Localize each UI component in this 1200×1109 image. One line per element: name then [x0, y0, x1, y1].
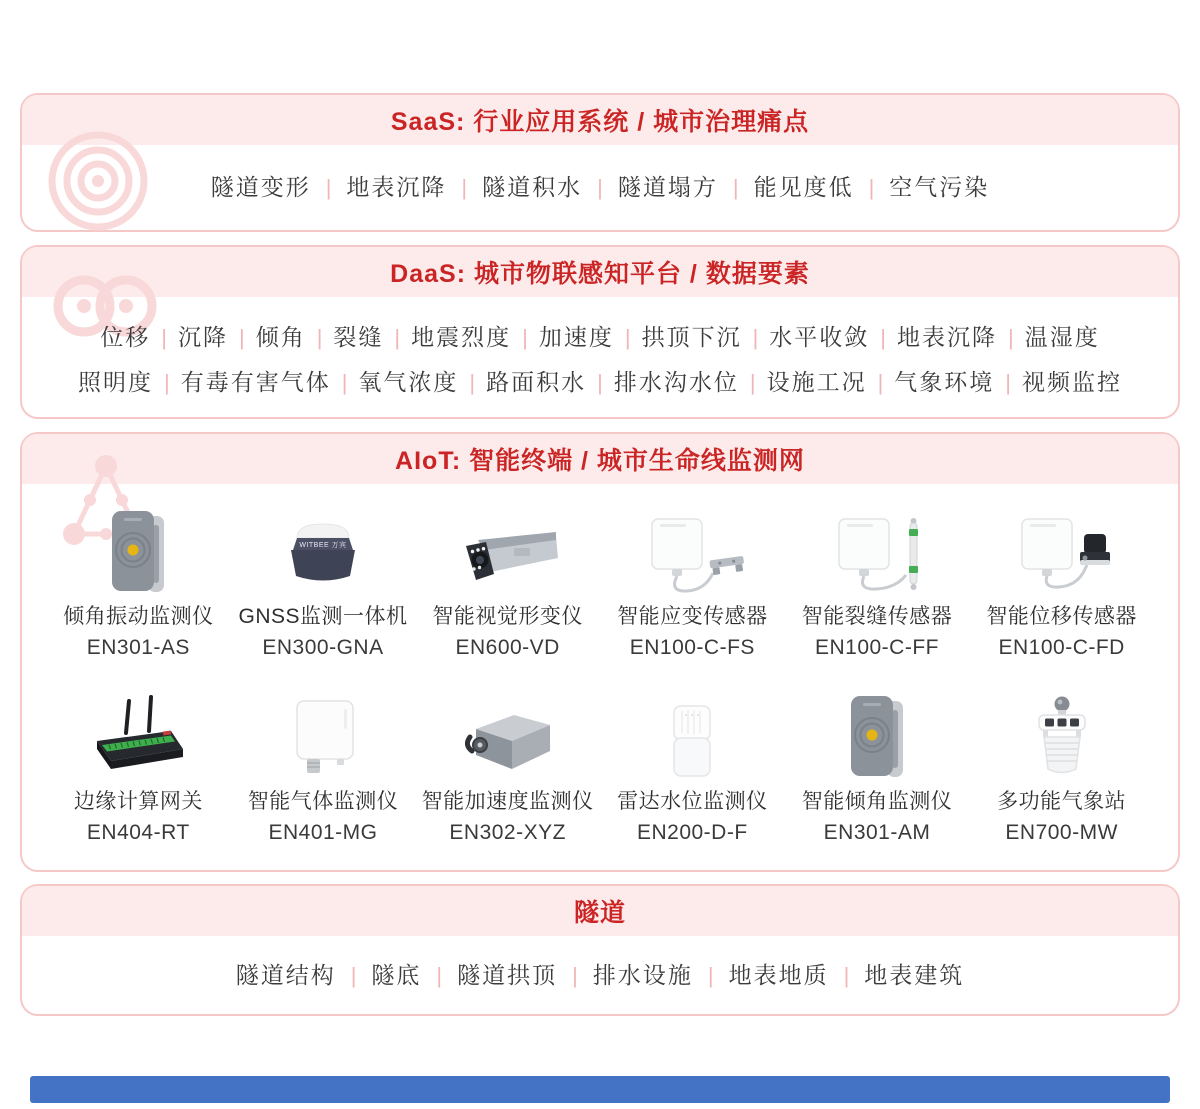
- product-model: EN300-GNA: [262, 636, 384, 659]
- item-divider: |: [732, 175, 739, 200]
- product-card: [600, 506, 785, 661]
- product-name: 智能位移传感器: [986, 605, 1137, 628]
- list-item: 地表沉降: [346, 174, 447, 200]
- list-item: 隧道拱顶: [457, 961, 558, 988]
- strain-sensor-image: [636, 506, 748, 598]
- item-divider: |: [1005, 370, 1012, 395]
- product-name: 智能加速度监测仪: [421, 790, 594, 813]
- gnss-station-image: [275, 506, 371, 598]
- gas-monitor-image: [281, 697, 365, 783]
- item-divider: |: [707, 962, 714, 988]
- product-name: 倾角振动监测仪: [63, 605, 214, 628]
- displacement-sensor-image: [1008, 506, 1116, 598]
- item-divider: |: [522, 325, 528, 350]
- strain-sensor-image: [636, 516, 748, 598]
- list-item: 空气污染: [889, 174, 990, 200]
- aiot-title: AIoT: 智能终端 / 城市生命线监测网: [395, 447, 805, 475]
- tunnel-body: [22, 936, 1178, 1014]
- item-divider: |: [461, 175, 468, 200]
- radar-level-image: [660, 703, 724, 783]
- gnss-station-image: [275, 514, 371, 598]
- vision-camera-image: [452, 518, 564, 598]
- list-item: 拱顶下沉: [641, 324, 742, 350]
- product-model: EN200-D-F: [636, 821, 748, 844]
- product-card: [415, 691, 600, 846]
- product-card: [785, 691, 970, 846]
- item-divider: |: [597, 370, 603, 395]
- product-card: [46, 691, 231, 846]
- item-divider: |: [350, 962, 357, 988]
- brand-label: WITBEE 万宾: [299, 542, 347, 549]
- item-divider: |: [843, 962, 850, 988]
- list-item: 隧道结构: [235, 961, 336, 988]
- list-item: 设施工况: [766, 369, 867, 395]
- tilt-sensor-image: [837, 693, 917, 783]
- saas-header-band: [22, 95, 1178, 145]
- list-item: 地表建筑: [864, 961, 965, 988]
- item-divider: |: [161, 325, 167, 350]
- product-model: EN404-RT: [86, 821, 190, 844]
- radar-level-image: [660, 691, 724, 783]
- product-name: 智能裂缝传感器: [801, 605, 953, 628]
- list-item: 沉降: [177, 324, 228, 350]
- product-card: [231, 691, 416, 846]
- item-divider: |: [341, 370, 348, 395]
- product-model: EN700-MW: [1005, 821, 1118, 844]
- product-grid: [22, 484, 1178, 846]
- product-card: [969, 506, 1154, 661]
- product-name: 智能气体监测仪: [247, 790, 399, 813]
- tunnel-title: 隧道: [573, 899, 626, 927]
- product-model: EN100-C-FF: [814, 636, 939, 659]
- daas-body: [22, 297, 1178, 421]
- product-model: EN301-AM: [823, 821, 931, 844]
- weather-station-image: [1024, 693, 1100, 783]
- edge-gateway-image: [83, 695, 193, 783]
- list-item: 路面积水: [486, 369, 587, 395]
- list-item: 照明度: [77, 369, 153, 395]
- aiot-header-band: [22, 434, 1178, 484]
- product-name: 边缘计算网关: [73, 790, 203, 813]
- item-divider: |: [469, 370, 476, 395]
- list-item: 隧道塌方: [617, 174, 718, 200]
- tilt-vibration-sensor-image: [98, 506, 178, 598]
- product-model: EN600-VD: [455, 636, 560, 659]
- list-item: 隧道变形: [210, 174, 311, 200]
- product-name: 智能应变传感器: [617, 605, 768, 628]
- crack-sensor-image: [825, 506, 929, 598]
- product-name: 雷达水位监测仪: [617, 790, 768, 813]
- list-item: 氧气浓度: [358, 369, 459, 395]
- displacement-sensor-image: [1008, 516, 1116, 598]
- item-divider: |: [880, 325, 887, 350]
- crack-sensor-image: [825, 516, 929, 598]
- list-item: 地表沉降: [897, 324, 998, 350]
- product-name: 多功能气象站: [997, 790, 1127, 813]
- list-item: 排水沟水位: [613, 369, 739, 395]
- weather-station-image: [1024, 691, 1100, 783]
- daas-item-row-2: [78, 360, 1122, 405]
- item-divider: |: [163, 370, 170, 395]
- list-item: 加速度: [538, 324, 614, 350]
- saas-body: [22, 145, 1178, 230]
- section-daas: [20, 245, 1180, 419]
- product-card: [415, 506, 600, 661]
- list-item: 温湿度: [1024, 324, 1100, 350]
- item-divider: |: [238, 325, 245, 350]
- accelerometer-image: [456, 703, 560, 783]
- item-divider: |: [752, 325, 759, 350]
- product-card: [969, 691, 1154, 846]
- product-model: EN401-MG: [268, 821, 378, 844]
- footer-bar: [30, 1076, 1170, 1103]
- product-card: [785, 506, 970, 661]
- list-item: 排水设施: [592, 961, 693, 988]
- saas-title: SaaS: 行业应用系统 / 城市治理痛点: [390, 108, 810, 136]
- list-item: 水平收敛: [769, 324, 870, 350]
- vision-camera-image: [452, 506, 564, 598]
- list-item: 气象环境: [894, 369, 995, 395]
- list-item: 位移: [100, 324, 151, 350]
- tunnel-item-row: [236, 953, 965, 998]
- product-card: [231, 506, 416, 661]
- item-divider: |: [436, 962, 443, 988]
- item-divider: |: [868, 175, 875, 200]
- tilt-sensor-image: [837, 691, 917, 783]
- list-item: 地表地质: [728, 961, 829, 988]
- list-item: 隧道积水: [482, 174, 583, 200]
- section-aiot: [20, 432, 1180, 872]
- daas-title: DaaS: 城市物联感知平台 / 数据要素: [390, 260, 810, 288]
- list-item: 倾角: [255, 324, 306, 350]
- item-divider: |: [1008, 325, 1014, 350]
- product-name: GNSS监测一体机: [238, 605, 408, 628]
- tilt-vibration-sensor-image: [98, 508, 178, 598]
- product-model: EN302-XYZ: [449, 821, 566, 844]
- list-item: 视频监控: [1022, 369, 1123, 395]
- section-tunnel: [20, 884, 1180, 1016]
- product-model: EN100-C-FS: [629, 636, 755, 659]
- item-divider: |: [597, 175, 603, 200]
- item-divider: |: [325, 175, 332, 200]
- accelerometer-image: [456, 691, 560, 783]
- list-item: 有毒有害气体: [180, 369, 331, 395]
- list-item: 裂缝: [333, 324, 384, 350]
- daas-item-row-1: [100, 315, 1099, 360]
- section-saas: [20, 93, 1180, 232]
- product-name: 智能视觉形变仪: [432, 605, 583, 628]
- edge-gateway-image: [83, 691, 193, 783]
- item-divider: |: [394, 325, 401, 350]
- list-item: 地震烈度: [411, 324, 512, 350]
- product-model: EN100-C-FD: [998, 636, 1125, 659]
- item-divider: |: [877, 370, 884, 395]
- gas-monitor-image: [281, 691, 365, 783]
- list-item: 隧底: [371, 961, 422, 988]
- list-item: 能见度低: [753, 174, 854, 200]
- product-name: 智能倾角监测仪: [801, 790, 953, 813]
- product-card: [600, 691, 785, 846]
- daas-header-band: [22, 247, 1178, 297]
- product-card: [46, 506, 231, 661]
- tunnel-header-band: [22, 886, 1178, 936]
- item-divider: |: [572, 962, 578, 988]
- item-divider: |: [749, 370, 756, 395]
- item-divider: |: [316, 325, 323, 350]
- item-divider: |: [624, 325, 631, 350]
- saas-item-row: [211, 165, 990, 210]
- product-model: EN301-AS: [86, 636, 190, 659]
